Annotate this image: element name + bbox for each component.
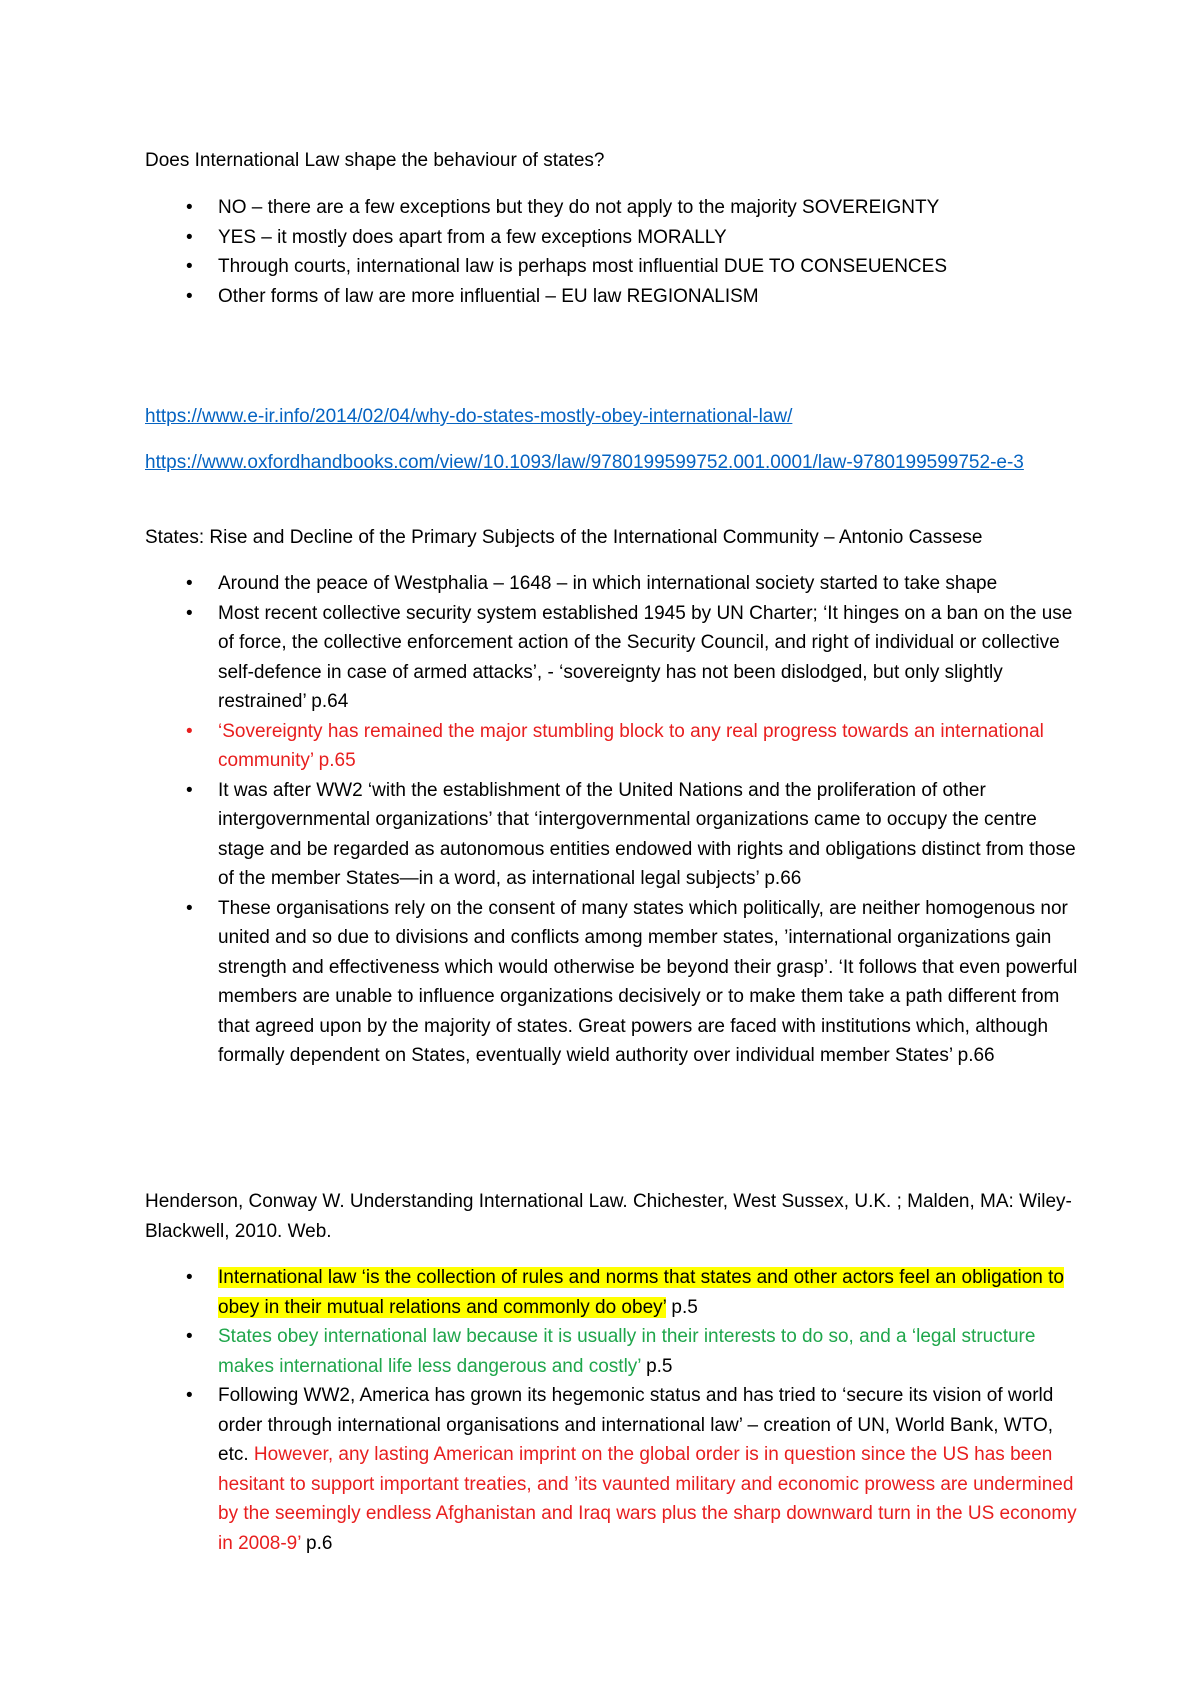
question-heading: Does International Law shape the behaviour of states? (145, 150, 605, 171)
highlighted-quote: International law ‘is the collection of rules and norms that states and other actors feel an obligation to obey in their mutual relations and commonly do obey’ (218, 1267, 1064, 1318)
page-reference: p.6 (300, 1532, 333, 1554)
cassese-list (145, 569, 1080, 1071)
list-item: • Through courts, international law is perhaps most influential DUE TO CONSEUENCES (145, 252, 1080, 282)
green-quote: States obey international law because it is usually in their interests to do so, and a ‘legal structure makes international life less dangerous and costly’ (218, 1326, 1036, 1377)
list-item: • NO – there are a few exceptions but they do not apply to the majority SOVEREIGNTY (145, 193, 1080, 223)
link-paragraph-2 (145, 448, 1080, 478)
link-e-ir[interactable]: https://www.e-ir.info/2014/02/04/why-do-states-mostly-obey-international-law/ (145, 406, 793, 427)
list-item: • These organisations rely on the consent of many states which politically, are neither homogenous nor united and so due to divisions and conflicts among member states, ’international organizations gain strength and effectiveness which would otherwise be beyond their grasp’. ‘It follows that even powerful members are unable to influence organizations decisively or to make them take a path different from that agreed upon by the majority of states. Great powers are faced with institutions which, although formally dependent on States, eventually wield authority over individual member States’ p.66 (145, 894, 1080, 1071)
list-item (145, 1381, 1080, 1558)
list-item: • Most recent collective security system established 1945 by UN Charter; ‘It hinges on a ban on the use of force, the collective enforcement action of the Security Council, and right of individual or collective self-defence in case of armed attacks’, - ‘sovereignty has not been dislodged, but only slightly restrained’ p.64 (145, 599, 1080, 717)
red-quote: However, any lasting American imprint on the global order is in question since the US has been hesitant to support important treaties, and ’its vaunted military and economic prowess are undermined by the seemingly endless Afghanistan and Iraq wars plus the sharp downward turn in the US economy in 2008-9’ (218, 1444, 1077, 1554)
list-item (145, 1322, 1080, 1381)
list-item: • ‘Sovereignty has remained the major stumbling block to any real progress towards an international community’ p.65 (145, 717, 1080, 776)
answers-list (145, 193, 1080, 311)
list-item (145, 1263, 1080, 1322)
cassese-heading: States: Rise and Decline of the Primary Subjects of the International Community – Antonio Cassese (145, 527, 983, 548)
henderson-list (145, 1263, 1080, 1558)
link-paragraph-1 (145, 402, 1080, 432)
page-reference: p.5 (640, 1355, 673, 1377)
list-item: • It was after WW2 ‘with the establishment of the United Nations and the proliferation of other intergovernmental organizations’ that ‘intergovernmental organizations came to occupy the centre stage and be regarded as autonomous entities endowed with rights and obligations distinct from those of the member States—in a word, as international legal subjects’ p.66 (145, 776, 1080, 894)
link-oxford-handbooks[interactable]: https://www.oxfordhandbooks.com/view/10.1093/law/9780199599752.001.0001/law-9780199599752-e-3 (145, 452, 1024, 473)
list-item: • Other forms of law are more influential – EU law REGIONALISM (145, 282, 1080, 312)
body-text: Following WW2, America has grown its hegemonic status and has tried to ‘secure its vision of world order through international organisations and international law’ – creation of UN, World Bank, WTO, etc. (218, 1385, 1054, 1465)
henderson-citation: Henderson, Conway W. Understanding International Law. Chichester, West Sussex, U.K. ; Malden, MA: Wiley-Blackwell, 2010. Web. (145, 1191, 1072, 1242)
list-item: • Around the peace of Westphalia – 1648 – in which international society started to take shape (145, 569, 1080, 599)
list-item: • YES – it mostly does apart from a few exceptions MORALLY (145, 223, 1080, 253)
page-reference: p.5 (666, 1296, 698, 1318)
